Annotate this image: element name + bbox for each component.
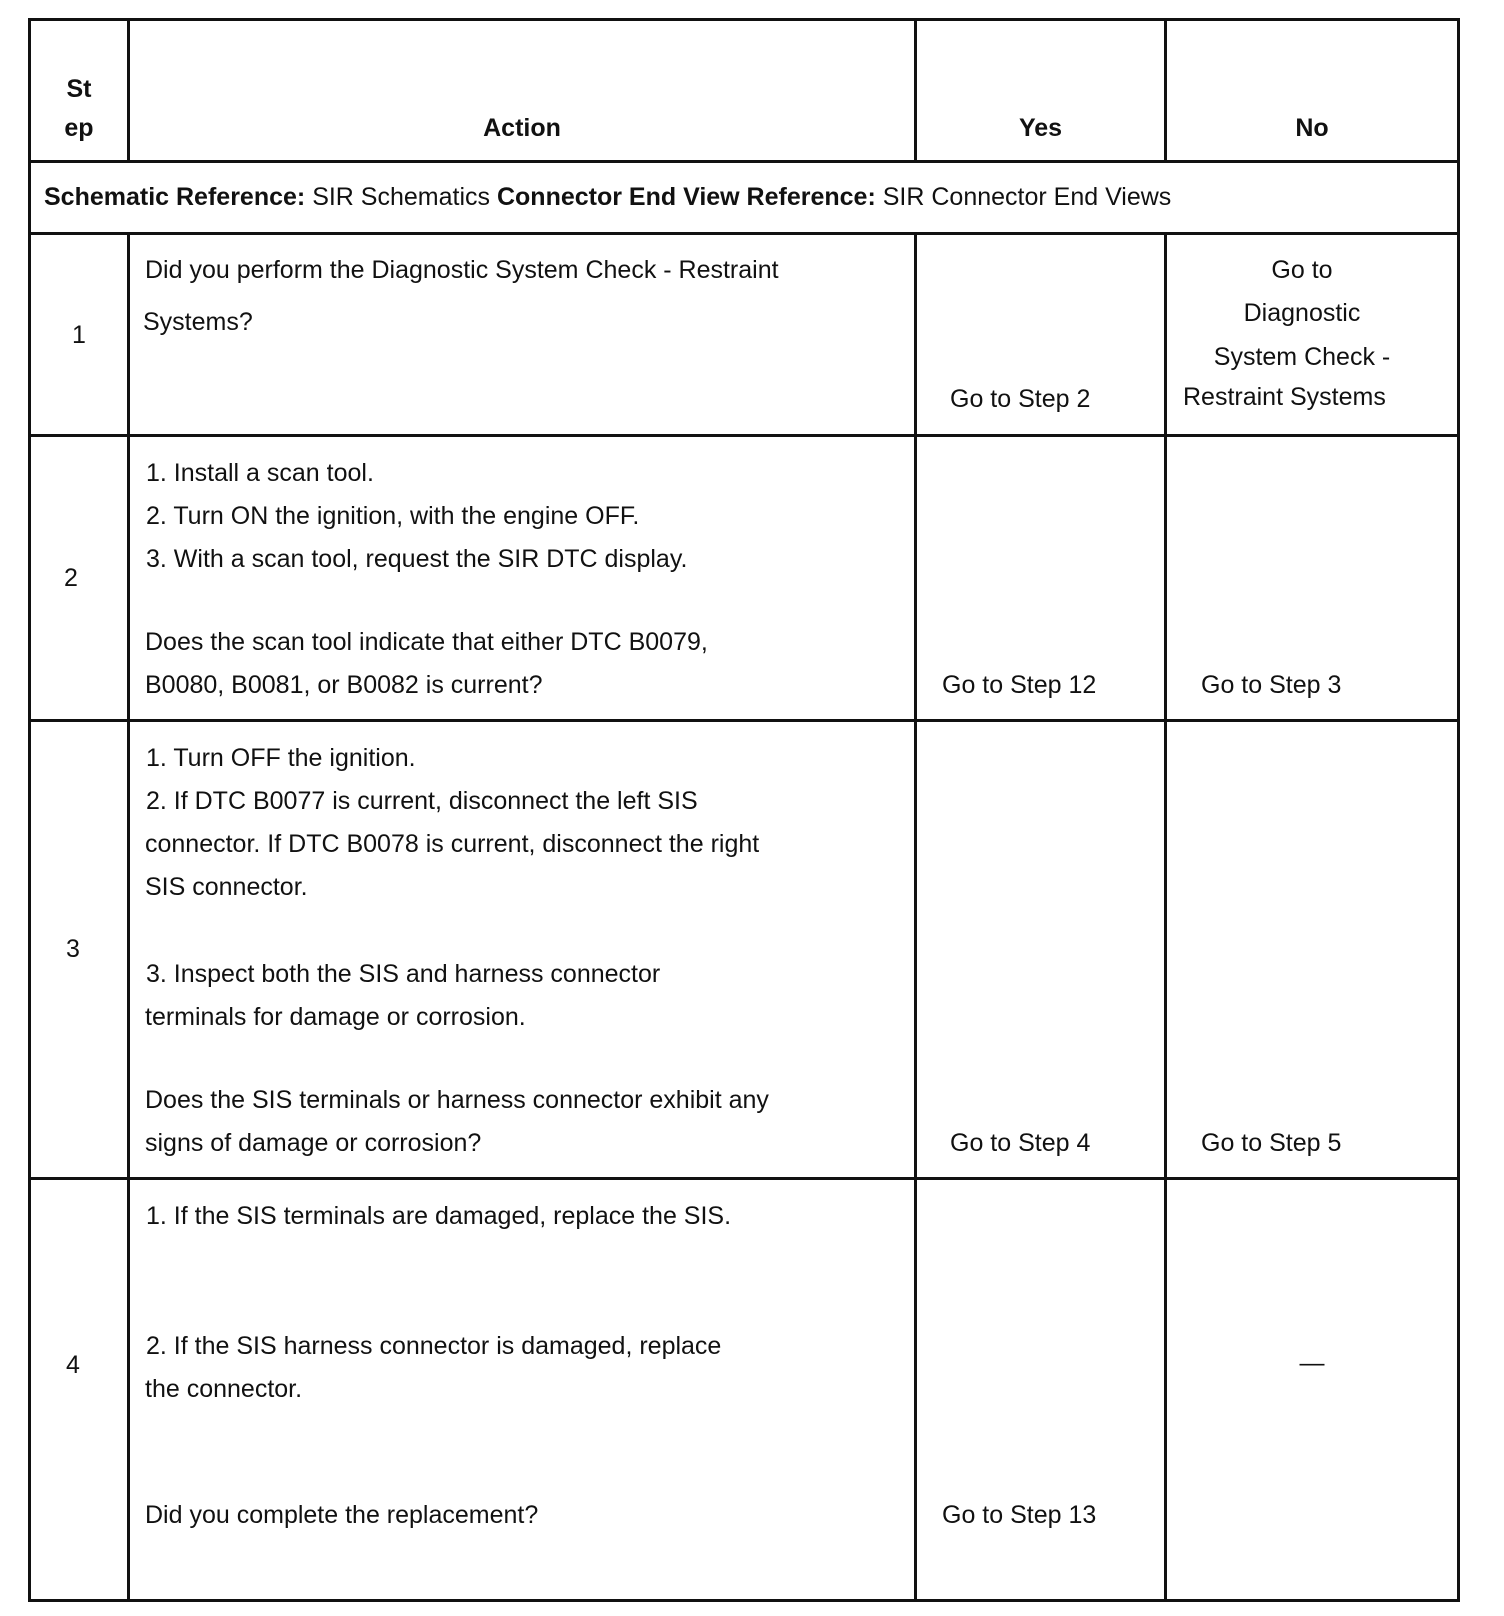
action-line: B0080, B0081, or B0082 is current?: [145, 671, 543, 699]
yes-link[interactable]: Go to Step 12: [942, 671, 1097, 699]
action-col-divider: [914, 232, 917, 1602]
action-line: 3. Inspect both the SIS and harness connector: [146, 960, 661, 988]
table-border-top: [28, 18, 1460, 21]
step-number: 3: [66, 935, 80, 963]
table-border-right: [1457, 18, 1460, 1602]
action-line: 2. Turn ON the ignition, with the engine OFF.: [146, 502, 640, 530]
row3-divider: [28, 1177, 1460, 1180]
step-col-divider: [127, 232, 130, 1602]
action-line: Did you complete the replacement?: [145, 1501, 539, 1529]
action-line: Does the SIS terminals or harness connector exhibit any: [145, 1086, 769, 1114]
action-line: signs of damage or corrosion?: [145, 1129, 482, 1157]
step-number: 4: [66, 1351, 80, 1379]
action-line: 1. Install a scan tool.: [146, 459, 374, 487]
table-border-bottom: [28, 1599, 1460, 1602]
yes-col-divider: [1164, 232, 1167, 1602]
connector-reference-link[interactable]: SIR Connector End Views: [882, 183, 1172, 211]
action-line: 2. If DTC B0077 is current, disconnect the left SIS: [146, 787, 698, 815]
yes-link[interactable]: Go to Step 2: [950, 385, 1091, 413]
diagnostic-table: [28, 18, 1460, 1602]
schematic-reference-link[interactable]: SIR Schematics: [312, 183, 491, 211]
no-link[interactable]: Go to Step 5: [1201, 1129, 1342, 1157]
row2-divider: [28, 719, 1460, 722]
step-number: 2: [64, 564, 78, 592]
action-line: the connector.: [145, 1375, 303, 1403]
yes-link[interactable]: Go to Step 4: [950, 1129, 1091, 1157]
schematic-reference-label: Schematic Reference:: [44, 183, 306, 211]
no-link-line[interactable]: System Check -: [1213, 343, 1391, 371]
action-line: 2. If the SIS harness connector is damaged, replace: [146, 1332, 722, 1360]
action-line: connector. If DTC B0078 is current, disconnect the right: [145, 830, 760, 858]
header-yes: Yes: [1018, 114, 1063, 142]
no-link-line[interactable]: Restraint Systems: [1183, 383, 1386, 411]
row1-divider: [28, 434, 1460, 437]
action-line: terminals for damage or corrosion.: [145, 1003, 526, 1031]
action-line: 1. Turn OFF the ignition.: [146, 744, 416, 772]
no-link-line[interactable]: Diagnostic: [1243, 299, 1361, 327]
action-line: Systems?: [143, 308, 253, 336]
reference-line: [44, 182, 1171, 212]
header-no: No: [1295, 114, 1329, 142]
action-line: 1. If the SIS terminals are damaged, replace the SIS.: [146, 1202, 732, 1230]
no-dash: —: [1299, 1349, 1325, 1377]
header-divider: [28, 160, 1460, 163]
header-step-line1: St: [66, 75, 92, 103]
step-number: 1: [72, 321, 86, 349]
header-step-line2: ep: [64, 114, 94, 142]
connector-reference-label: Connector End View Reference:: [496, 183, 876, 211]
action-line: 3. With a scan tool, request the SIR DTC display.: [146, 545, 688, 573]
no-link[interactable]: Go to Step 3: [1201, 671, 1342, 699]
reference-divider: [28, 232, 1460, 235]
yes-link[interactable]: Go to Step 13: [942, 1501, 1097, 1529]
no-link-line[interactable]: Go to: [1271, 256, 1333, 284]
action-line: Does the scan tool indicate that either DTC B0079,: [145, 628, 708, 656]
header-action: Action: [483, 114, 561, 142]
action-line: Did you perform the Diagnostic System Check - Restraint: [145, 256, 779, 284]
action-line: SIS connector.: [145, 873, 308, 901]
